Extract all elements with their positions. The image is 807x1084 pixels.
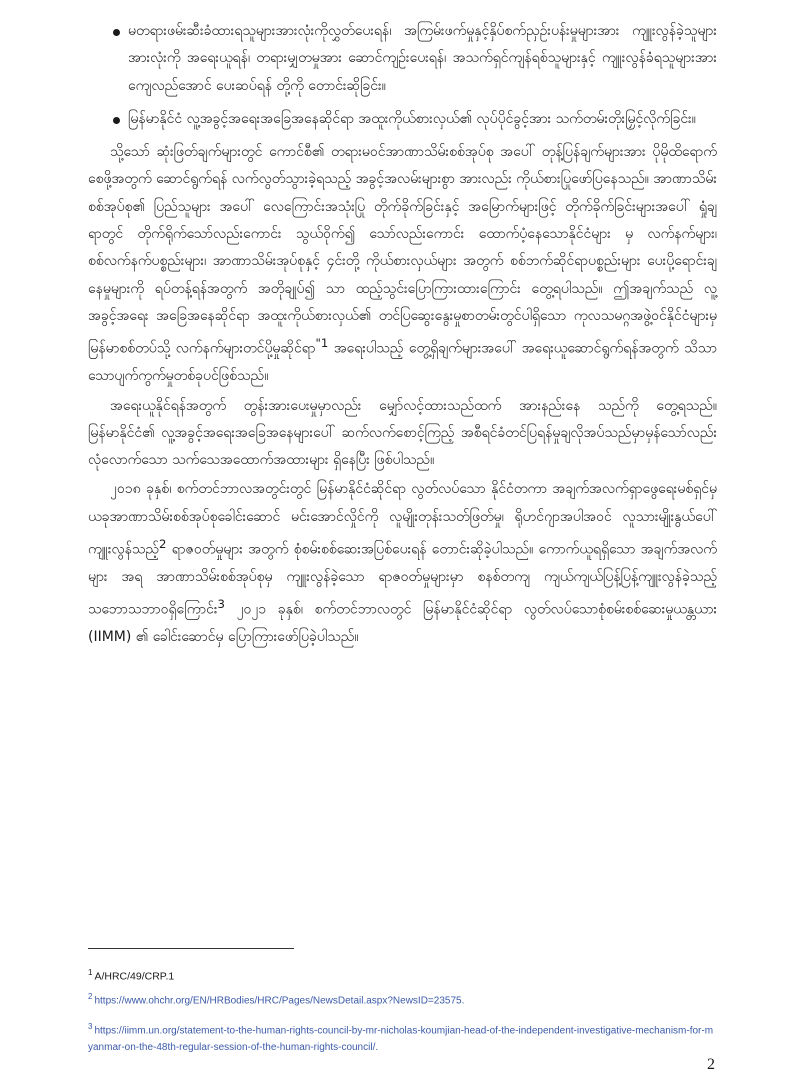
footnote-number: 1 [88,968,93,977]
footnote-number: 3 [88,1022,93,1031]
footnote-ref: "1 [315,336,329,351]
paragraph-text: ၂၀၂၁ ခုနှစ်၊ စက်တင်ဘာလတွင် မြန်မာနိုင်ငံဆိုင်ရာ လွတ်လပ်သောစုံစမ်းစစ်ဆေးမှုယန္တယား (IIMM) ၏ ခေါင်းဆောင်မှ ပြောကြားဖော်ပြခဲ့ပါသည်။ [88,601,717,646]
paragraph-text: အတွက် စုံစမ်းစစ်ဆေးအပြစ်ပေးရန် တောင်းဆိုခဲ့ပါသည်။ ကောက်ယူရရှိသော အချက်အလက်များ အရ အာဏာသိမ်းစစ်အုပ်စုမှ ကျူးလွန်ခဲ့သော ရာဇဝတ်မှုများမှာ စနစ်တကျ ကျယ်ကျယ်ပြန့်ပြန့်ကျူးလွန်ခဲ့သည့် သဘောသဘာဝရှိကြောင်း [88,541,717,618]
footnote-2 [88,992,718,1006]
bullet-list [88,18,717,133]
paragraph-text: ရာဇဝတ်မှုများ [166,541,243,558]
footnote-3 [88,1018,718,1056]
body-paragraph [88,393,717,475]
bullet-item: မြန်မာနိုင်ငံ လူ့အခွင့်အရေးအခြေအနေဆိုင်ရာ အထူးကိုယ်စားလှယ်၏ လုပ်ပိုင်ခွင့်အား သက်တမ်းတိုးမြှင့်လိုက်ခြင်း။ [88,106,717,133]
bullet-item: မတရားဖမ်းဆီးခံထားရသူများအားလုံးကိုလွှတ်ပေးရန်၊ အကြမ်းဖက်မှုနှင့်နှိပ်စက်ညှဉ်းပန်းမှုများအား ကျူးလွန်ခဲ့သူများအားလုံးကို အရေးယူရန်၊ တရားမျှတမှုအား ဆောင်ကျဉ်းပေးရန်၊ အသက်ရှင်ကျန်ရစ်သူများနှင့် ကျူးလွန်ခံရသူများအား ကျေလည်အောင် ပေးဆပ်ရန် တို့ကို တောင်းဆိုခြင်း။ [88,18,717,100]
body-paragraph [88,476,717,651]
paragraph-text: သို့သော် ဆုံးဖြတ်ချက်များတွင် ကောင်စီ၏ တရားမဝင်အာဏာသိမ်းစစ်အုပ်စု အပေါ် တုန့်ပြန်ချက်များအား ပိုမိုထိရောက်စေဖို့အတွက် ဆောင်ရွက်ရန် လက်လွတ်သွားခဲ့ရသည့် အခွင့်အလမ်းများစွာ အားလည်း ကိုယ်စားပြုဖော်ပြနေသည်။ အာဏာသိမ်းစစ်အုပ်စု၏ ပြည်သူများ အပေါ် လေကြောင်းအသုံးပြု တိုက်ခိုက်ခြင်းနှင့် အမြောက်များဖြင့် တိုက်ခိုက်ခြင်းများအပေါ် ရှုံချ ရာတွင် တိုက်ရိုက်သော်လည်းကောင်း သွယ်ဝိုက်၍ သော်လည်းကောင်း ထောက်ပံ့နေသောနိုင်ငံများ မှ လက်နက်များ၊ စစ်လက်နက်ပစ္စည်းများ၊ အာဏာသိမ်းအုပ်စုနှင့် ၄င်းတို့ ကိုယ်စားလှယ်များ အတွက် စစ်ဘက်ဆိုင်ရာပစ္စည်းများ ပေးပို့ရောင်းချနေမှုများကို ရပ်တန့်ရန်အတွက် အတိုချုပ်၍ သာ ထည့်သွင်းပြောကြားထားကြောင်း တွေ့ရပါသည်။ ဤအချက်သည် လူ့အခွင့်အရေး အခြေအနေဆိုင်ရာ အထူးကိုယ်စားလှယ်၏ တင်ပြဆွေးနွေးမှုစာတမ်းတွင်ပါရှိသော ကုလသမဂ္ဂအဖွဲ့ဝင်နိုင်ငံများမှ မြန်မာစစ်တပ်သို့ လက်နက်များတင်ပို့မှုဆိုင်ရာ [88,144,717,357]
paragraph-text: အရေးပါသည့် တွေ့ရှိချက်များအပေါ် အရေးယူဆောင်ရွက်ရန်အတွက် သိသာသောပျက်ကွက်မှုတစ်ခုပင်ဖြစ်သည်။ [88,340,717,385]
footnote-1 [88,968,718,983]
page-number: 2 [707,1056,715,1073]
footnote-ref: 3 [217,597,225,612]
footnote-link[interactable]: https://www.ohchr.org/EN/HRBodies/HRC/Pages/NewsDetail.aspx?NewsID=23575. [94,995,465,1007]
body-paragraph [88,139,717,390]
footnote-link[interactable]: https://iimm.un.org/statement-to-the-human-rights-council-by-mr-nicholas-koumjian-head-of-the-independent-investigative-mechanism-for-myanmar-on-the-48th-regular-session-of-the-human-rights-council/. [88,1025,714,1054]
footnote-ref: 2 [158,537,167,551]
footnote-text: A/HRC/49/CRP.1 [94,970,175,983]
footnote-divider [88,948,294,949]
paragraph-text: ၂၀၁၈ ခုနှစ်၊ စက်တင်ဘာလအတွင်းတွင် မြန်မာနိုင်ငံဆိုင်ရာ လွတ်လပ်သော နိုင်ငံတကာ အချက်အလက်ရှာဖွေရေးမစ်ရှင်မှ ယခုအာဏာသိမ်းစစ်အုပ်စုခေါင်းဆောင် မင်းအောင်လှိုင်ကို လူမျိုးတုန်းသတ်ဖြတ်မှု၊ ရိုဟင်ဂျာအပါအဝင် လူသားမျိုးနွယ်ပေါ်ကျူးလွန်သည့် [88,481,717,558]
footnote-number: 2 [88,992,93,1001]
paragraph-text: အရေးယူနိုင်ရန်အတွက် တွန်းအားပေးမှုမှာလည်း မျှော်လင့်ထားသည်ထက် အားနည်းနေ သည်ကို တွေ့ရသည်။ မြန်မာနိုင်ငံ၏ လူ့အခွင့်အရေးအခြေအနေများပေါ် ဆက်လက်စောင့်ကြည့် အစီရင်ခံတင်ပြရန်မှုချလိုအပ်သည်မှာမှန်သော်လည်း လုံလောက်သော သက်သေအထောက်အထားများ ရှိနေပြီး ဖြစ်ပါသည်။ [88,397,717,469]
